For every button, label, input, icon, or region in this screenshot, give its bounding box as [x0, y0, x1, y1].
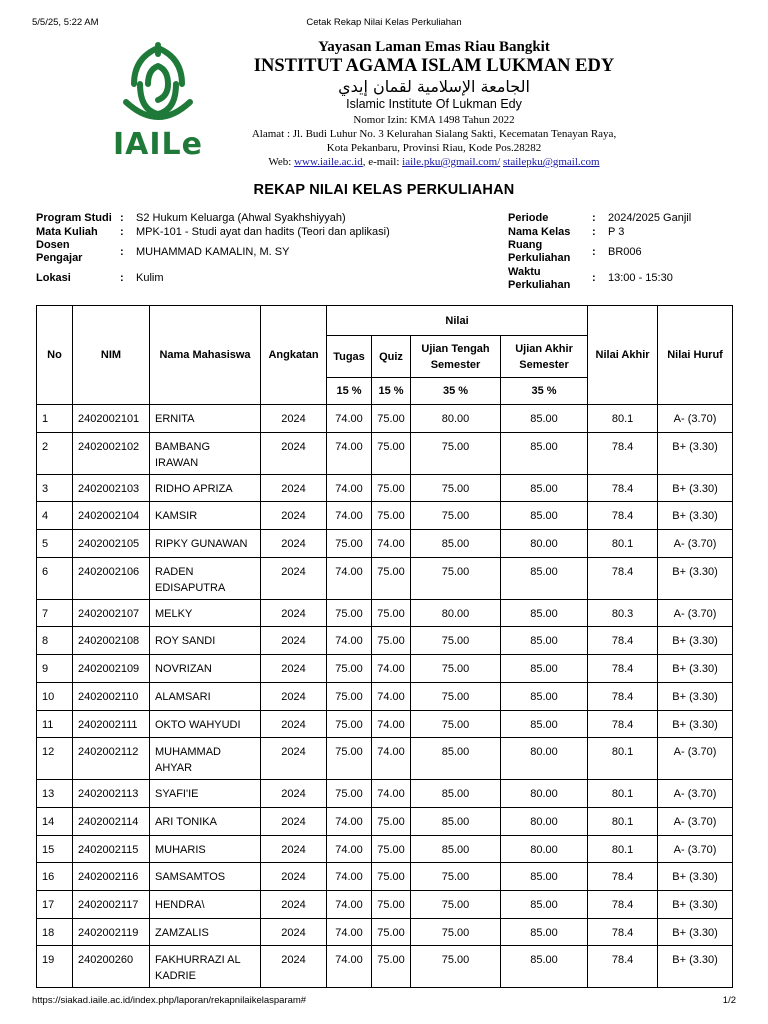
institute-name-english: Islamic Institute Of Lukman Edy	[346, 97, 522, 111]
separator: :	[592, 246, 596, 258]
cell-no: 11	[37, 710, 73, 738]
header-no: No	[37, 306, 73, 405]
cell-nilai-akhir: 78.4	[588, 863, 658, 891]
cell-nilai-akhir: 80.3	[588, 599, 658, 627]
cell-nilai-akhir: 78.4	[588, 890, 658, 918]
cell-nim: 2402002111	[73, 710, 150, 738]
cell-tugas: 75.00	[327, 682, 372, 710]
cell-angkatan: 2024	[261, 405, 327, 433]
cell-no: 16	[37, 863, 73, 891]
cell-tugas: 75.00	[327, 530, 372, 558]
cell-tugas: 74.00	[327, 432, 372, 474]
cell-nilai-akhir: 78.4	[588, 682, 658, 710]
cell-nilai-huruf: B+ (3.30)	[658, 682, 733, 710]
cell-nilai-akhir: 78.4	[588, 627, 658, 655]
cell-uas: 85.00	[501, 863, 588, 891]
cell-angkatan: 2024	[261, 946, 327, 988]
program-studi-label: Program Studi	[36, 212, 112, 224]
cell-nilai-akhir: 80.1	[588, 530, 658, 558]
cell-nim: 240200260	[73, 946, 150, 988]
report-title: REKAP NILAI KELAS PERKULIAHAN	[253, 182, 515, 198]
cell-nama: HENDRA\	[150, 890, 261, 918]
cell-uts: 75.00	[411, 710, 501, 738]
cell-no: 8	[37, 627, 73, 655]
institute-name: INSTITUT AGAMA ISLAM LUKMAN EDY	[253, 56, 615, 76]
cell-quiz: 75.00	[372, 627, 411, 655]
table-row	[37, 890, 733, 918]
cell-uts: 75.00	[411, 863, 501, 891]
address-line-1: Alamat : Jl. Budi Luhur No. 3 Kelurahan Sialang Sakti, Kecematan Tenayan Raya,	[251, 128, 617, 140]
cell-uts: 75.00	[411, 918, 501, 946]
cell-no: 7	[37, 599, 73, 627]
header-nilai-akhir: Nilai Akhir	[588, 306, 658, 405]
cell-tugas: 74.00	[327, 918, 372, 946]
program-studi-value: S2 Hukum Keluarga (Ahwal Syakhshiyyah)	[136, 212, 346, 224]
nama-kelas-value: P 3	[608, 226, 625, 238]
cell-nim: 2402002112	[73, 738, 150, 780]
cell-quiz: 75.00	[372, 432, 411, 474]
cell-tugas: 74.00	[327, 557, 372, 599]
cell-tugas: 74.00	[327, 405, 372, 433]
table-row	[37, 405, 733, 433]
dosen-label: Dosen Pengajar	[36, 239, 83, 264]
table-row	[37, 918, 733, 946]
header-uts: Ujian Tengah Semester	[411, 336, 501, 378]
print-footer	[32, 995, 736, 1007]
table-row	[37, 738, 733, 780]
cell-no: 6	[37, 557, 73, 599]
cell-quiz: 75.00	[372, 474, 411, 502]
weight-uts: 35 %	[411, 378, 501, 405]
cell-uts: 85.00	[411, 835, 501, 863]
lokasi-value: Kulim	[136, 272, 164, 284]
grades-table	[36, 305, 733, 988]
email-link-2[interactable]: stailepku@gmail.com	[503, 156, 600, 168]
cell-quiz: 75.00	[372, 807, 411, 835]
header-angkatan: Angkatan	[261, 306, 327, 405]
table-row	[37, 627, 733, 655]
cell-angkatan: 2024	[261, 474, 327, 502]
cell-nim: 2402002107	[73, 599, 150, 627]
cell-nim: 2402002110	[73, 682, 150, 710]
cell-angkatan: 2024	[261, 599, 327, 627]
cell-angkatan: 2024	[261, 863, 327, 891]
course-info-right	[508, 212, 732, 292]
cell-nilai-huruf: B+ (3.30)	[658, 502, 733, 530]
cell-nilai-akhir: 78.4	[588, 502, 658, 530]
cell-no: 3	[37, 474, 73, 502]
cell-nim: 2402002119	[73, 918, 150, 946]
header-tugas: Tugas	[327, 336, 372, 378]
nama-kelas-label: Nama Kelas	[508, 226, 571, 238]
cell-nilai-akhir: 80.1	[588, 405, 658, 433]
web-label: Web:	[268, 156, 292, 168]
course-info-left	[36, 212, 496, 292]
table-row	[37, 432, 733, 474]
cell-nim: 2402002106	[73, 557, 150, 599]
print-page-title: Cetak Rekap Nilai Kelas Perkuliahan	[306, 17, 462, 28]
cell-quiz: 75.00	[372, 557, 411, 599]
cell-tugas: 75.00	[327, 655, 372, 683]
cell-nilai-huruf: A- (3.70)	[658, 780, 733, 808]
cell-nilai-akhir: 78.4	[588, 557, 658, 599]
ruang-label: Ruang Perkuliahan	[508, 239, 571, 264]
weight-quiz: 15 %	[372, 378, 411, 405]
cell-tugas: 74.00	[327, 474, 372, 502]
cell-nilai-akhir: 78.4	[588, 474, 658, 502]
cell-tugas: 74.00	[327, 807, 372, 835]
cell-quiz: 75.00	[372, 918, 411, 946]
cell-nim: 2402002113	[73, 780, 150, 808]
cell-no: 9	[37, 655, 73, 683]
cell-no: 5	[37, 530, 73, 558]
cell-nilai-huruf: B+ (3.30)	[658, 946, 733, 988]
email-link-1[interactable]: iaile.pku@gmail.com/	[402, 156, 501, 168]
cell-nilai-akhir: 80.1	[588, 780, 658, 808]
cell-uts: 75.00	[411, 474, 501, 502]
cell-no: 17	[37, 890, 73, 918]
cell-nim: 2402002103	[73, 474, 150, 502]
cell-angkatan: 2024	[261, 780, 327, 808]
periode-value: 2024/2025 Ganjil	[608, 212, 692, 224]
cell-uas: 80.00	[501, 738, 588, 780]
cell-tugas: 74.00	[327, 835, 372, 863]
cell-uas: 80.00	[501, 530, 588, 558]
cell-nilai-akhir: 78.4	[588, 918, 658, 946]
cell-nama: RADEN EDISAPUTRA	[150, 557, 261, 599]
table-row	[37, 557, 733, 599]
cell-no: 10	[37, 682, 73, 710]
cell-nama: RIPKY GUNAWAN	[150, 530, 261, 558]
cell-nilai-akhir: 80.1	[588, 807, 658, 835]
cell-uas: 85.00	[501, 946, 588, 988]
cell-nama: ALAMSARI	[150, 682, 261, 710]
cell-angkatan: 2024	[261, 432, 327, 474]
cell-quiz: 74.00	[372, 780, 411, 808]
cell-no: 14	[37, 807, 73, 835]
cell-uas: 85.00	[501, 627, 588, 655]
cell-uts: 75.00	[411, 627, 501, 655]
table-row	[37, 710, 733, 738]
cell-no: 13	[37, 780, 73, 808]
cell-nilai-huruf: A- (3.70)	[658, 807, 733, 835]
cell-no: 4	[37, 502, 73, 530]
logo-text: IAILe	[112, 127, 204, 160]
separator: :	[592, 212, 596, 224]
cell-tugas: 75.00	[327, 599, 372, 627]
cell-angkatan: 2024	[261, 627, 327, 655]
cell-nama: FAKHURRAZI AL KADRIE	[150, 946, 261, 988]
cell-nilai-huruf: A- (3.70)	[658, 835, 733, 863]
cell-nilai-huruf: B+ (3.30)	[658, 863, 733, 891]
separator: :	[120, 212, 124, 224]
cell-angkatan: 2024	[261, 710, 327, 738]
permit-number: Nomor Izin: KMA 1498 Tahun 2022	[353, 114, 515, 126]
cell-quiz: 75.00	[372, 835, 411, 863]
mata-kuliah-value: MPK-101 - Studi ayat dan hadits (Teori dan aplikasi)	[136, 226, 390, 238]
cell-nim: 2402002114	[73, 807, 150, 835]
cell-nilai-akhir: 80.1	[588, 738, 658, 780]
cell-quiz: 75.00	[372, 946, 411, 988]
cell-uts: 85.00	[411, 738, 501, 780]
header-nilai: Nilai	[327, 306, 588, 336]
table-row	[37, 835, 733, 863]
cell-nilai-huruf: B+ (3.30)	[658, 432, 733, 474]
contact-line	[220, 155, 648, 169]
cell-no: 15	[37, 835, 73, 863]
table-row	[37, 474, 733, 502]
cell-angkatan: 2024	[261, 682, 327, 710]
cell-angkatan: 2024	[261, 557, 327, 599]
cell-angkatan: 2024	[261, 807, 327, 835]
cell-angkatan: 2024	[261, 655, 327, 683]
cell-uts: 75.00	[411, 946, 501, 988]
cell-nim: 2402002109	[73, 655, 150, 683]
cell-uas: 85.00	[501, 502, 588, 530]
cell-quiz: 74.00	[372, 682, 411, 710]
email-label: , e-mail:	[362, 156, 400, 168]
header-nim: NIM	[73, 306, 150, 405]
ruang-value: BR006	[608, 246, 642, 258]
cell-uts: 75.00	[411, 502, 501, 530]
cell-nama: ERNITA	[150, 405, 261, 433]
table-row	[37, 655, 733, 683]
table-row	[37, 530, 733, 558]
table-row	[37, 946, 733, 988]
institute-name-arabic: الجامعة الإسلامية لقمان إيدي	[338, 77, 530, 96]
print-page-number: 1/2	[722, 995, 736, 1006]
table-row	[37, 599, 733, 627]
print-timestamp: 5/5/25, 5:22 AM	[32, 17, 99, 28]
cell-nilai-akhir: 78.4	[588, 710, 658, 738]
cell-uts: 75.00	[411, 557, 501, 599]
cell-uas: 85.00	[501, 890, 588, 918]
cell-nama: OKTO WAHYUDI	[150, 710, 261, 738]
cell-angkatan: 2024	[261, 890, 327, 918]
cell-uas: 85.00	[501, 557, 588, 599]
cell-nilai-huruf: A- (3.70)	[658, 405, 733, 433]
header-nama: Nama Mahasiswa	[150, 306, 261, 405]
table-row	[37, 682, 733, 710]
cell-nim: 2402002105	[73, 530, 150, 558]
cell-nama: NOVRIZAN	[150, 655, 261, 683]
cell-quiz: 75.00	[372, 890, 411, 918]
cell-uas: 85.00	[501, 599, 588, 627]
cell-tugas: 74.00	[327, 863, 372, 891]
address-line-2: Kota Pekanbaru, Provinsi Riau, Kode Pos.28282	[326, 141, 542, 154]
cell-nama: MELKY	[150, 599, 261, 627]
cell-quiz: 75.00	[372, 863, 411, 891]
cell-no: 2	[37, 432, 73, 474]
cell-uts: 85.00	[411, 807, 501, 835]
cell-nim: 2402002104	[73, 502, 150, 530]
table-row	[37, 502, 733, 530]
cell-nilai-akhir: 78.4	[588, 946, 658, 988]
cell-uts: 80.00	[411, 405, 501, 433]
cell-nim: 2402002101	[73, 405, 150, 433]
cell-nilai-huruf: B+ (3.30)	[658, 890, 733, 918]
cell-tugas: 75.00	[327, 738, 372, 780]
cell-no: 18	[37, 918, 73, 946]
cell-quiz: 74.00	[372, 710, 411, 738]
cell-no: 12	[37, 738, 73, 780]
cell-uas: 80.00	[501, 807, 588, 835]
weight-uas: 35 %	[501, 378, 588, 405]
website-link[interactable]: www.iaile.ac.id	[294, 156, 363, 168]
cell-quiz: 75.00	[372, 405, 411, 433]
cell-angkatan: 2024	[261, 502, 327, 530]
cell-uts: 75.00	[411, 432, 501, 474]
cell-angkatan: 2024	[261, 738, 327, 780]
cell-uas: 85.00	[501, 682, 588, 710]
cell-nama: SAMSAMTOS	[150, 863, 261, 891]
cell-tugas: 74.00	[327, 627, 372, 655]
separator: :	[592, 226, 596, 238]
cell-no: 19	[37, 946, 73, 988]
cell-uas: 80.00	[501, 780, 588, 808]
cell-nilai-huruf: B+ (3.30)	[658, 710, 733, 738]
cell-uas: 85.00	[501, 405, 588, 433]
cell-quiz: 74.00	[372, 530, 411, 558]
cell-nilai-huruf: A- (3.70)	[658, 599, 733, 627]
cell-nilai-huruf: B+ (3.30)	[658, 655, 733, 683]
print-url: https://siakad.iaile.ac.id/index.php/laporan/rekapnilaikelasparam#	[32, 995, 307, 1006]
cell-quiz: 74.00	[372, 738, 411, 780]
cell-nilai-akhir: 80.1	[588, 835, 658, 863]
header-quiz: Quiz	[372, 336, 411, 378]
waktu-label: Waktu Perkuliahan	[508, 266, 571, 291]
periode-label: Periode	[508, 212, 549, 224]
print-header	[32, 17, 736, 29]
waktu-value: 13:00 - 15:30	[608, 272, 673, 284]
cell-uas: 80.00	[501, 835, 588, 863]
cell-angkatan: 2024	[261, 835, 327, 863]
cell-uas: 85.00	[501, 655, 588, 683]
table-row	[37, 807, 733, 835]
cell-nama: ZAMZALIS	[150, 918, 261, 946]
cell-nim: 2402002102	[73, 432, 150, 474]
cell-uts: 75.00	[411, 682, 501, 710]
weight-tugas: 15 %	[327, 378, 372, 405]
cell-uts: 85.00	[411, 780, 501, 808]
table-row	[37, 780, 733, 808]
cell-nilai-huruf: A- (3.70)	[658, 738, 733, 780]
cell-nilai-huruf: B+ (3.30)	[658, 918, 733, 946]
separator: :	[120, 246, 124, 258]
cell-nama: MUHAMMAD AHYAR	[150, 738, 261, 780]
cell-quiz: 74.00	[372, 655, 411, 683]
cell-uas: 85.00	[501, 432, 588, 474]
cell-quiz: 75.00	[372, 599, 411, 627]
separator: :	[120, 272, 124, 284]
cell-quiz: 75.00	[372, 502, 411, 530]
cell-tugas: 74.00	[327, 946, 372, 988]
cell-nilai-huruf: B+ (3.30)	[658, 627, 733, 655]
cell-uts: 80.00	[411, 599, 501, 627]
dosen-value: MUHAMMAD KAMALIN, M. SY	[136, 246, 290, 258]
logo-dot	[155, 42, 161, 48]
cell-uts: 75.00	[411, 655, 501, 683]
header-nilai-huruf: Nilai Huruf	[658, 306, 733, 405]
cell-nama: MUHARIS	[150, 835, 261, 863]
header-uas: Ujian Akhir Semester	[501, 336, 588, 378]
cell-uas: 85.00	[501, 710, 588, 738]
cell-tugas: 74.00	[327, 890, 372, 918]
cell-nim: 2402002117	[73, 890, 150, 918]
cell-nama: BAMBANG IRAWAN	[150, 432, 261, 474]
cell-uts: 75.00	[411, 890, 501, 918]
cell-nilai-huruf: A- (3.70)	[658, 530, 733, 558]
cell-nilai-huruf: B+ (3.30)	[658, 557, 733, 599]
cell-nama: RIDHO APRIZA	[150, 474, 261, 502]
grades-table-body	[37, 405, 733, 988]
cell-nama: ARI TONIKA	[150, 807, 261, 835]
cell-nilai-akhir: 78.4	[588, 655, 658, 683]
cell-no: 1	[37, 405, 73, 433]
letterhead	[220, 38, 648, 169]
lokasi-label: Lokasi	[36, 272, 71, 284]
table-row	[37, 863, 733, 891]
cell-tugas: 75.00	[327, 710, 372, 738]
cell-nilai-akhir: 78.4	[588, 432, 658, 474]
cell-nilai-huruf: B+ (3.30)	[658, 474, 733, 502]
cell-nim: 2402002115	[73, 835, 150, 863]
cell-uas: 85.00	[501, 918, 588, 946]
cell-nim: 2402002108	[73, 627, 150, 655]
cell-tugas: 75.00	[327, 780, 372, 808]
mata-kuliah-label: Mata Kuliah	[36, 226, 98, 238]
cell-nama: ROY SANDI	[150, 627, 261, 655]
cell-tugas: 74.00	[327, 502, 372, 530]
iaile-logo	[108, 40, 208, 160]
cell-uas: 85.00	[501, 474, 588, 502]
cell-nama: KAMSIR	[150, 502, 261, 530]
separator: :	[120, 226, 124, 238]
foundation-name: Yayasan Laman Emas Riau Bangkit	[318, 39, 550, 55]
separator: :	[592, 272, 596, 284]
cell-uts: 85.00	[411, 530, 501, 558]
cell-nama: SYAFI'IE	[150, 780, 261, 808]
cell-nim: 2402002116	[73, 863, 150, 891]
cell-angkatan: 2024	[261, 530, 327, 558]
cell-angkatan: 2024	[261, 918, 327, 946]
